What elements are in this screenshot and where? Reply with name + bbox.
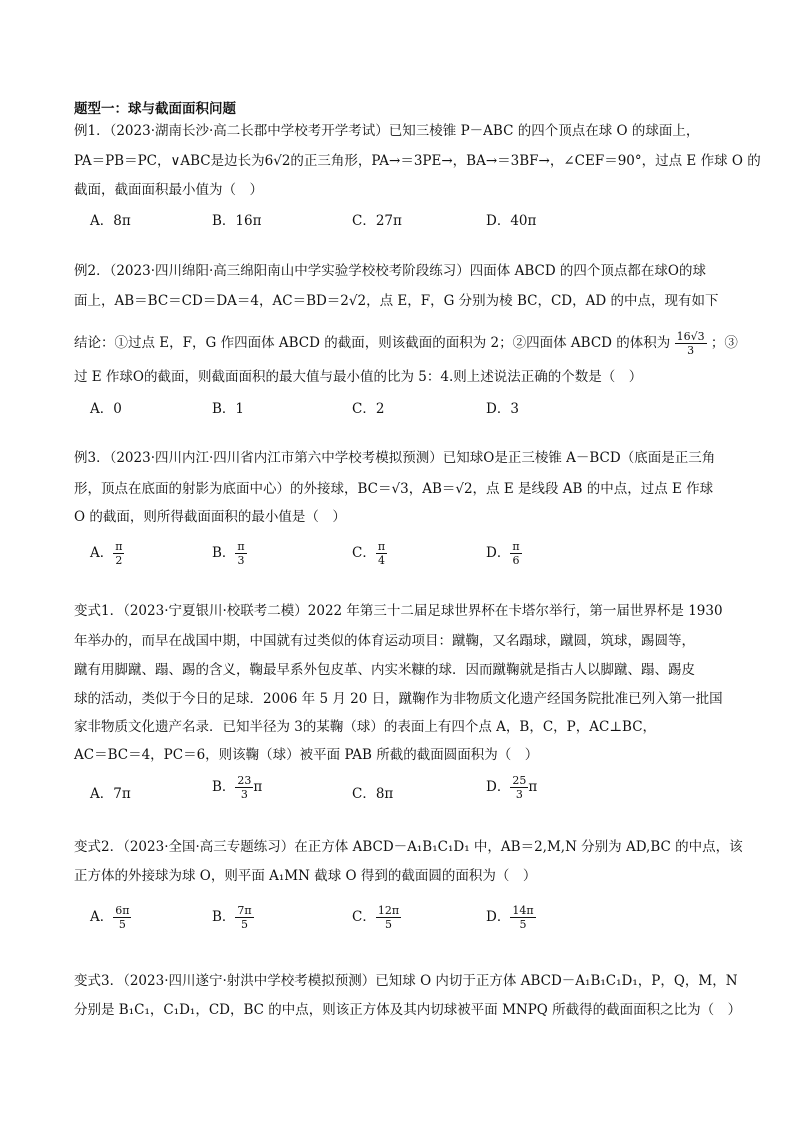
example-2-line-3-tail: ；③ xyxy=(710,335,738,351)
fraction-denominator: 5 xyxy=(384,918,392,931)
example-3-line-3: O 的截面，则所得截面面积的最小值是（ ） xyxy=(74,509,346,525)
variant-2-line-2: 正方体的外接球为球 O，则平面 A₁MN 截球 O 得到的截面圆的面积为（ ） xyxy=(74,868,537,884)
option-label: B． xyxy=(212,779,236,795)
variant-1-line-2: 年举办的，而早在战国中期，中国就有过类似的体育运动项目：蹴鞠，又名蹋球，蹴圆，筑球，踢圆等， xyxy=(74,633,695,649)
option-fraction xyxy=(235,540,246,567)
option-b xyxy=(212,904,254,931)
option-d xyxy=(486,904,536,931)
option-fraction xyxy=(235,774,253,801)
option-fraction xyxy=(510,904,535,931)
option-fraction xyxy=(113,904,131,931)
option-a xyxy=(90,540,124,567)
option-d: D．40π xyxy=(486,213,537,229)
fraction-numerator: 14π xyxy=(512,904,534,917)
example-3-line-2: 形，顶点在底面的射影为底面中心）的外接球，BC＝√3，AB＝√2，点 E 是线段 AB 的中点，过点 E 作球 xyxy=(74,481,714,497)
option-c xyxy=(352,904,401,931)
option-a: A．0 xyxy=(90,401,122,417)
example-2-options xyxy=(90,397,710,415)
option-c: C．8π xyxy=(352,786,394,802)
option-fraction xyxy=(113,540,124,567)
option-label: C． xyxy=(352,545,376,561)
option-b xyxy=(212,540,247,567)
variant-2-line-1: 变式2．（2023·全国·高三专题练习）在正方体 ABCD－A₁B₁C₁D₁ 中，AB＝2,M,N 分别为 AD,BC 的中点，该 xyxy=(74,839,743,855)
example-1-line-1: 例1．（2023·湖南长沙·高二长郡中学校考开学考试）已知三棱锥 P－ABC 的四个顶点在球 O 的球面上， xyxy=(74,123,700,139)
fraction-numerator: π xyxy=(377,540,386,553)
fraction-numerator: π xyxy=(512,540,520,553)
option-fraction xyxy=(376,904,401,931)
variant-1-line-6: AC＝BC＝4，PC＝6，则该鞠（球）被平面 PAB 所截的截面圆面积为（ ） xyxy=(74,747,539,763)
option-label: D． xyxy=(486,909,511,925)
fraction-numerator: 25 xyxy=(512,774,527,787)
example-1-options xyxy=(90,209,710,227)
fraction-denominator: 5 xyxy=(241,918,249,931)
fraction-denominator: 3 xyxy=(687,344,695,357)
fraction-numerator: 7π xyxy=(237,904,252,917)
fraction-denominator: 4 xyxy=(377,554,385,567)
option-label: B． xyxy=(212,545,236,561)
option-label: A． xyxy=(90,545,114,561)
option-label: D． xyxy=(486,779,511,795)
option-b xyxy=(212,774,262,801)
fraction-numerator: 6π xyxy=(115,904,130,917)
fraction-denominator: 3 xyxy=(515,788,523,801)
section-heading: 题型一：球与截面面积问题 xyxy=(74,101,236,117)
example-3-line-1: 例3．（2023·四川内江·四川省内江市第六中学校考模拟预测）已知球O是正三棱锥 A－BCD（底面是正三角 xyxy=(74,450,716,466)
option-pi: π xyxy=(253,779,263,795)
fraction-denominator: 5 xyxy=(118,918,126,931)
variant-1-line-5: 家非物质文化遗产名录．已知半径为 3的某鞠（球）的表面上有四个点 A，B，C，P，AC⊥BC， xyxy=(74,719,657,735)
example-1-line-3: 截面，截面面积最小值为（ ） xyxy=(74,182,263,198)
option-c: C．2 xyxy=(352,401,385,417)
variant-1-line-4: 球的活动，类似于今日的足球．2006 年 5 月 20 日，蹴鞠作为非物质文化遗产经国务院批准已列入第一批国 xyxy=(74,691,723,707)
example-2-line-1: 例2．（2023·四川绵阳·高三绵阳南山中学实验学校校考阶段练习）四面体 ABCD 的四个顶点都在球O的球 xyxy=(74,263,707,279)
option-label: C． xyxy=(352,909,376,925)
option-c: C．27π xyxy=(352,213,402,229)
example-2-line-4: 过 E 作球O的截面，则截面面积的最大值与最小值的比为 5：4.则上述说法正确的个数是（ ） xyxy=(74,369,643,385)
option-b: B．1 xyxy=(212,401,245,417)
option-fraction xyxy=(376,540,387,567)
fraction-numerator: π xyxy=(237,540,245,553)
option-b: B．16π xyxy=(212,213,262,229)
example-2-line-2: 面上，AB＝BC＝CD＝DA＝4，AC＝BD＝2√2，点 E，F，G 分别为棱 BC，CD，AD 的中点，现有如下 xyxy=(74,293,719,309)
option-label: B． xyxy=(212,909,236,925)
option-fraction xyxy=(235,904,253,931)
fraction-denominator: 2 xyxy=(115,554,123,567)
option-label: D． xyxy=(486,545,511,561)
option-fraction xyxy=(510,540,521,567)
option-d: D．3 xyxy=(486,401,519,417)
volume-fraction xyxy=(675,330,707,357)
variant-3-line-2: 分别是 B₁C₁，C₁D₁，CD，BC 的中点，则该正方体及其内切球被平面 MNPQ 所截得的截面面积之比为（ ） xyxy=(74,1002,742,1018)
option-d xyxy=(486,774,537,801)
fraction-numerator: 16√3 xyxy=(676,330,705,343)
fraction-denominator: 3 xyxy=(240,788,248,801)
example-1-line-2: PA＝PB＝PC，∨ABC是边长为6√2的正三角形，PA→＝3PE→，BA→＝3BF→，∠CEF＝90°，过点 E 作球 O 的 xyxy=(74,153,761,169)
option-pi: π xyxy=(528,779,538,795)
example-2-line-3-text: 结论：①过点 E，F，G 作四面体 ABCD 的截面，则该截面的面积为 2；②四面体 ABCD 的体积为 xyxy=(74,335,671,351)
option-a: A．8π xyxy=(90,213,131,229)
fraction-numerator: π xyxy=(115,540,123,553)
fraction-denominator: 6 xyxy=(512,554,520,567)
option-label: A． xyxy=(90,909,114,925)
variant-1-line-1: 变式1．（2023·宁夏银川·校联考二模）2022 年第三十二届足球世界杯在卡塔尔举行，第一届世界杯是 1930 xyxy=(74,603,723,619)
option-c xyxy=(352,540,387,567)
variant-3-line-1: 变式3．（2023·四川遂宁·射洪中学校考模拟预测）已知球 O 内切于正方体 ABCD－A₁B₁C₁D₁，P，Q，M，N xyxy=(74,973,738,989)
option-d xyxy=(486,540,522,567)
variant-1-options xyxy=(90,774,710,802)
option-a: A．7π xyxy=(90,786,131,802)
fraction-denominator: 3 xyxy=(237,554,245,567)
fraction-numerator: 12π xyxy=(377,904,400,917)
fraction-numerator: 23 xyxy=(237,774,252,787)
example-3-options xyxy=(90,540,710,567)
option-a xyxy=(90,904,131,931)
example-2-line-3 xyxy=(74,330,738,357)
option-fraction xyxy=(510,774,528,801)
variant-1-line-3: 蹴有用脚蹴、蹋、踢的含义，鞠最早系外包皮革、内实米糠的球．因而蹴鞠就是指古人以脚蹴、蹋、踢皮 xyxy=(74,662,695,678)
fraction-denominator: 5 xyxy=(519,918,527,931)
